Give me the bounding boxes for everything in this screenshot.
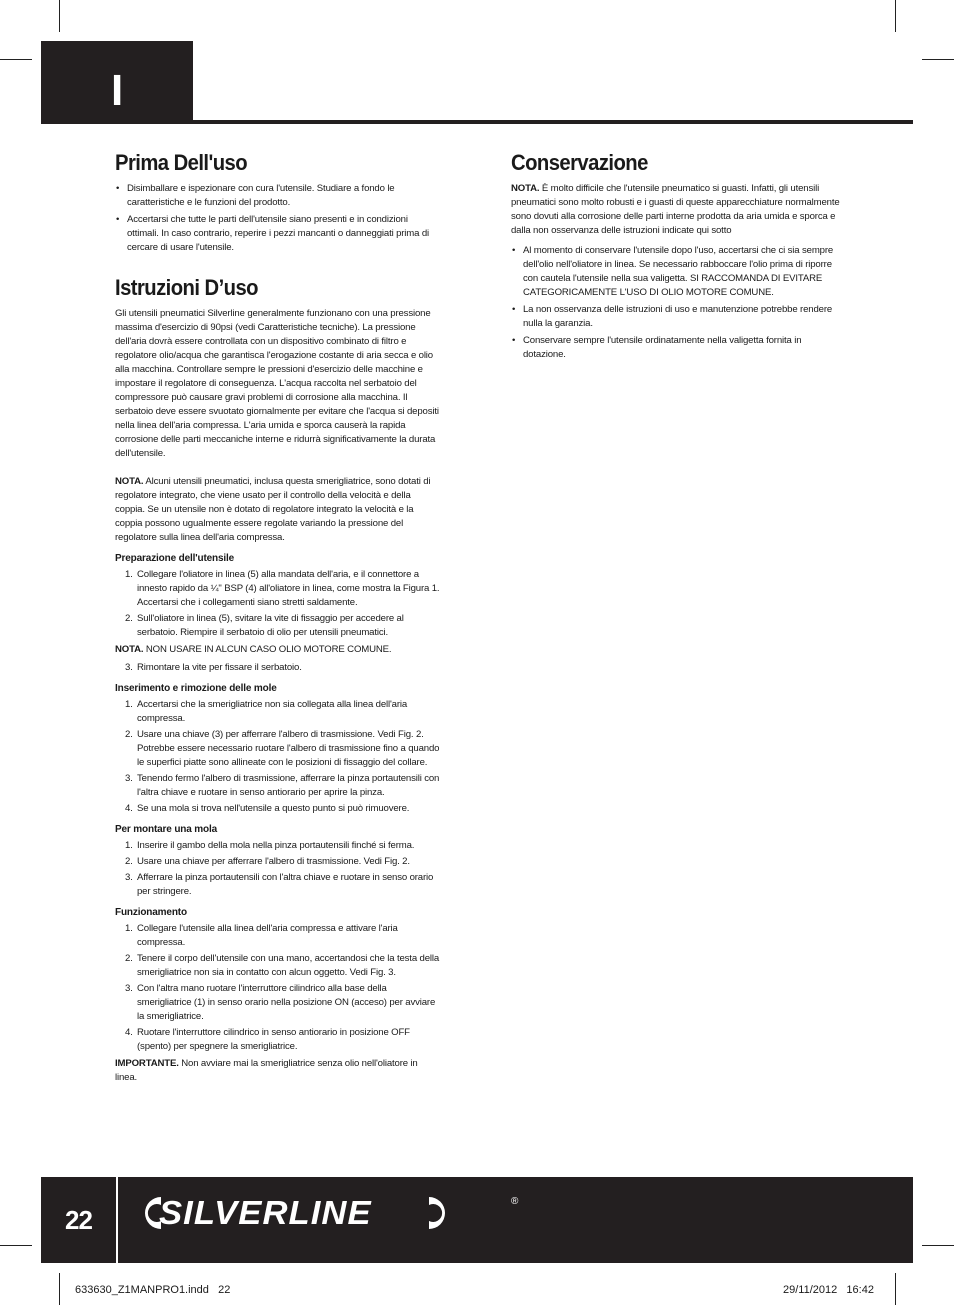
list-item xyxy=(115,855,442,869)
note-text: È molto difficile che l'utensile pneumatico si guasti. Infatti, gli utensili pneumatici sono molto robusti e i guasti di queste apparecchiature normalmente sono dovuti alla corrosione delle parti interne prodotta da aria umida e sporca e dalla non osservanza delle istruzioni indicate qui sotto xyxy=(511,183,840,236)
step-text: Accertarsi che la smerigliatrice non sia collegata alla linea dell'aria compressa. xyxy=(137,699,408,724)
crop-mark xyxy=(922,59,954,60)
fitting-steps xyxy=(115,839,442,899)
footer-bar xyxy=(41,1177,913,1263)
step-number: 3. xyxy=(125,872,133,883)
important-text: Non avviare mai la smerigliatrice senza olio nell'oliatore in linea. xyxy=(115,1058,418,1083)
step-text: Con l'altra mano ruotare l'interruttore cilindrico alla base della smerigliatrice (1) in senso orario nella posizione ON (acceso) per avviare la smerigliatrice. xyxy=(137,983,436,1022)
note-label: NOTA. xyxy=(511,183,540,194)
footer-divider xyxy=(116,1177,118,1263)
left-column xyxy=(115,150,442,1085)
operation-steps xyxy=(115,922,442,1054)
list-item xyxy=(115,612,442,640)
preparation-steps-after xyxy=(115,661,442,675)
step-number: 2. xyxy=(125,953,133,964)
header-rule xyxy=(41,120,913,124)
crop-mark xyxy=(895,1273,896,1305)
registered-mark: ® xyxy=(511,1196,519,1207)
step-text: Sull'oliatore in linea (5), svitare la vite di fissaggio per accedere al serbatoio. Riempire il serbatoio di olio per utensili pneumatici. xyxy=(137,613,404,638)
step-number: 3. xyxy=(125,983,133,994)
preparation-steps xyxy=(115,568,442,640)
list-item xyxy=(115,922,442,950)
step-number: 4. xyxy=(125,803,133,814)
subsection-title-preparation: Preparazione dell'utensile xyxy=(115,553,235,564)
instructions-note xyxy=(115,475,442,545)
list-item xyxy=(115,982,442,1024)
list-item: • Conservare sempre l'utensile ordinatamente nella valigetta fornita in dotazione. xyxy=(511,334,843,362)
list-item xyxy=(115,1026,442,1054)
crop-mark xyxy=(0,1245,32,1246)
step-text: Usare una chiave per afferrare l'albero di trasmissione. Vedi Fig. 2. xyxy=(137,856,410,867)
list-item: • La non osservanza delle istruzioni di uso e manutenzione potrebbe rendere nulla la garanzia. xyxy=(511,303,843,331)
list-item: • Al momento di conservare l'utensile dopo l'uso, accertarsi che ci sia sempre dell'olio nell'oliatore in linea. Se necessario rabboccare l'olio prima di riporre con cautela l'utensile nella sua valigetta. SI RACCOMANDA DI EVITARE CATEGORICAMENTE L'USO DI OLIO MOTORE COMUNE. xyxy=(511,244,843,300)
mounting-steps xyxy=(115,698,442,816)
step-text: Rimontare la vite per fissare il serbatoio. xyxy=(137,662,302,673)
note-text: Alcuni utensili pneumatici, inclusa questa smerigliatrice, sono dotati di regolatore integrato, che viene usato per il controllo della velocità e della coppia. Se un utensile non è dotato di regolatore integrato la velocità e la coppia possono ugualmente essere regolate variando la pressione del regolatore sulla linea dell'aria compressa. xyxy=(115,476,431,543)
slug-filename: 633630_Z1MANPRO1.indd 22 xyxy=(75,1284,231,1296)
section-title-instructions: Istruzioni D’uso xyxy=(115,275,258,300)
slug-timestamp: 29/11/2012 16:42 xyxy=(783,1284,874,1296)
list-item xyxy=(115,802,442,816)
wrench-end-icon xyxy=(423,1191,463,1235)
brand-logo xyxy=(135,1191,519,1235)
list-item xyxy=(115,698,442,726)
step-number: 2. xyxy=(125,729,133,740)
list-item xyxy=(115,728,442,770)
subsection-title-fitting: Per montare una mola xyxy=(115,824,218,835)
list-item: • Accertarsi che tutte le parti dell'utensile siano presenti e in condizioni ottimali. In caso contrario, reperire i pezzi mancanti o danneggiati prima di cercare di usare l'utensile. xyxy=(115,213,442,255)
step-number: 4. xyxy=(125,1027,133,1038)
step-number: 1. xyxy=(125,699,133,710)
step-text: Ruotare l'interruttore cilindrico in senso antiorario in posizione OFF (spento) per spegnere la smerigliatrice. xyxy=(137,1027,410,1052)
language-tab xyxy=(41,41,193,123)
step-number: 2. xyxy=(125,613,133,624)
section-title-storage: Conservazione xyxy=(511,150,648,175)
step-number: 3. xyxy=(125,773,133,784)
page-number: 22 xyxy=(65,1205,92,1235)
subsection-title-operation: Funzionamento xyxy=(115,907,187,918)
crop-mark xyxy=(922,1245,954,1246)
step-text: Tenendo fermo l'albero di trasmissione, afferrare la pinza portautensili con l'altra chiave e ruotare in senso antiorario per aprire la pinza. xyxy=(137,773,440,798)
important-note xyxy=(115,1057,442,1085)
step-text: Collegare l'utensile alla linea dell'aria compressa e attivare l'aria compressa. xyxy=(137,923,398,948)
step-number: 1. xyxy=(125,840,133,851)
list-item xyxy=(115,772,442,800)
step-number: 3. xyxy=(125,662,133,673)
crop-mark xyxy=(59,1273,60,1305)
important-label: IMPORTANTE. xyxy=(115,1058,179,1069)
before-use-list xyxy=(115,182,442,255)
step-number: 1. xyxy=(125,569,133,580)
list-item xyxy=(115,661,442,675)
crop-mark xyxy=(59,0,60,32)
step-text: Inserire il gambo della mola nella pinza portautensili finché si ferma. xyxy=(137,840,415,851)
storage-list xyxy=(511,244,843,362)
step-text: Usare una chiave (3) per afferrare l'albero di trasmissione. Vedi Fig. 2. Potrebbe essere necessario ruotare l'albero di trasmissione fino a quando le superfici piatte sono allineate con le posizioni di fissaggio del collare. xyxy=(137,729,440,768)
step-number: 2. xyxy=(125,856,133,867)
step-number: 1. xyxy=(125,923,133,934)
crop-mark xyxy=(0,59,32,60)
step-text: Tenere il corpo dell'utensile con una mano, accertandosi che la testa della smerigliatrice non sia in contatto con alcun oggetto. Vedi Fig. 3. xyxy=(137,953,440,978)
right-column xyxy=(511,150,843,365)
list-item xyxy=(115,952,442,980)
brand-name: SILVERLINE xyxy=(159,1194,372,1231)
step-text: Afferrare la pinza portautensili con l'altra chiave e ruotare in senso orario per stringere. xyxy=(137,872,434,897)
note-label: NOTA. xyxy=(115,644,144,655)
subsection-title-mounting: Inserimento e rimozione delle mole xyxy=(115,683,277,694)
preparation-note xyxy=(115,643,442,657)
section-title-before-use: Prima Dell'uso xyxy=(115,150,248,175)
instructions-intro: Gli utensili pneumatici Silverline generalmente funzionano con una pressione massima d'esercizio di 90psi (vedi Caratteristiche tecniche). La pressione dell'aria dovrà essere controllata con un dispositivo combinato di filtro e regolatore olio/acqua che garantisca l'erogazione costante di aria secca e olio alla macchina. Controllare sempre le pressioni d'esercizio delle macchine e impostare il regolatore di conseguenza. L'acqua raccolta nel serbatoio del compressore può causare gravi problemi di corrosione alla macchina. Il serbatoio deve essere svuotato giornalmente per evitare che l'acqua si depositi nella linea dell'aria compressa. L'aria umida e sporca causerà la rapida corrosione delle parti meccaniche interne e ridurrà significativamente la durata dell'utensile. xyxy=(115,308,439,459)
step-text: Se una mola si trova nell'utensile a questo punto si può rimuovere. xyxy=(137,803,410,814)
list-item xyxy=(115,871,442,899)
step-text: Collegare l'oliatore in linea (5) alla mandata dell'aria, e il connettore a innesto rapido da ¼" BSP (4) all'oliatore in linea, come mostra la Figura 1. Accertarsi che i collegamenti siano stretti saldamente. xyxy=(137,569,440,608)
crop-mark xyxy=(895,0,896,32)
note-label: NOTA. xyxy=(115,476,144,487)
list-item xyxy=(115,568,442,610)
list-item xyxy=(115,839,442,853)
list-item: • Disimballare e ispezionare con cura l'utensile. Studiare a fondo le caratteristiche e le funzioni del prodotto. xyxy=(115,182,442,210)
note-text: NON USARE IN ALCUN CASO OLIO MOTORE COMUNE. xyxy=(143,644,392,655)
storage-note xyxy=(511,182,843,238)
language-code: I xyxy=(111,66,123,115)
